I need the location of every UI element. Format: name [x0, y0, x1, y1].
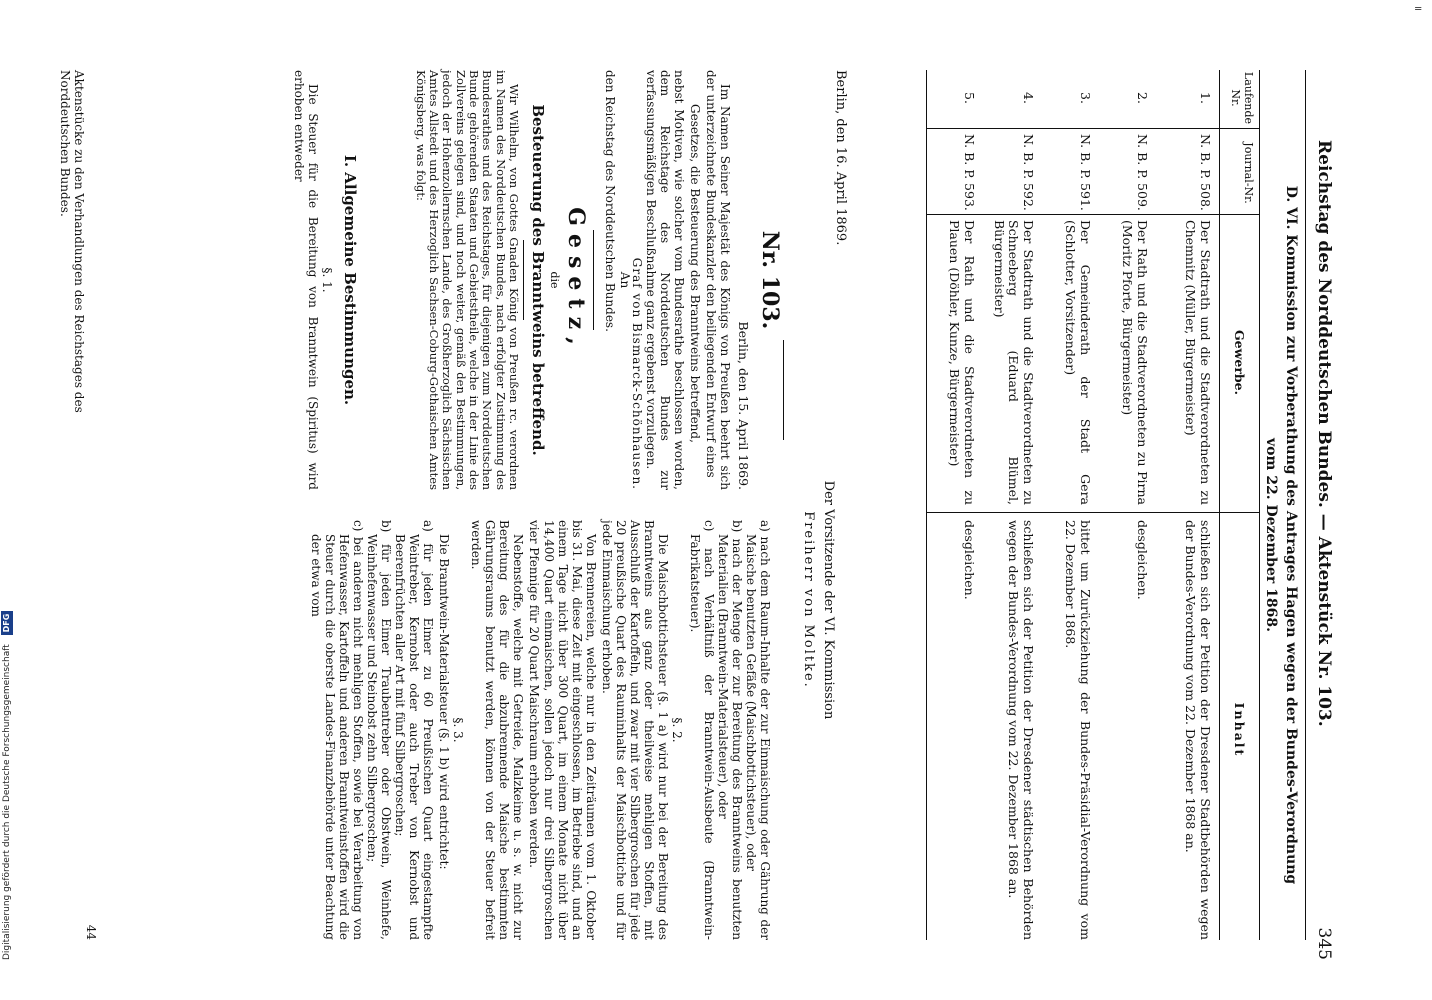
law-rule: [523, 240, 524, 320]
table-header-rule: [1219, 70, 1220, 940]
item-a: a) nach dem Raum-Inhalte der zur Einmaischung oder Gährung der Maische benutzten Gefäße (Maischbottichsteuer), oder: [743, 520, 772, 940]
signature-name: Freiherr von Moltke.: [801, 511, 816, 689]
col-header-journal: Journal-Nr.: [1242, 142, 1255, 204]
table-row-3-content: bittet um Zurückziehung der Bundes-Präsidial-Verordnung vom 22. Dezember 1868.: [1063, 520, 1093, 940]
digitization-band: [0, 0, 14, 1000]
page-number: 345: [1314, 927, 1334, 960]
paragraph-3-item-a: a) für jeden Eimer zu 60 Preußischen Quart eingestampfte Weintreber, Kernobst oder auch Treber von Kernobst und Beerenfrüchten aller Art mit fünf Silbergroschen;: [393, 520, 436, 940]
right-column: [309, 520, 772, 940]
law-subject: Besteuerung des Branntweins betreffend.: [529, 104, 547, 456]
table-row-1-nr: 1.: [1198, 92, 1213, 104]
table-row-3-nr: 3.: [1078, 92, 1093, 104]
table-divider-1: [927, 128, 1260, 129]
table-top-rule: [1259, 70, 1260, 940]
table-row-2-sender: Der Rath und die Stadtverordneten zu Pirna (Moritz Pforte, Bürgermeister): [1120, 220, 1150, 505]
signature-role: Der Vorsitzende der VI. Kommission: [821, 480, 836, 720]
paragraph-3-mark: §. 3.: [451, 717, 466, 743]
table-row-5-journal: N. B. P. 593.: [962, 134, 977, 211]
paragraph-2-mark: §. 2.: [669, 717, 684, 743]
paragraph-2-text-2: Von Brennereien, welche nur in den Zeiträumen vom 1. Oktober bis 31. Mai, diese Zeit mit eingeschlossen, im Betriebe sind, und an einem Tage nicht über 300 Quart, im einem Monate nicht über 14,400 Quart einmaischen, sollen jedoch nur drei Silbergroschen vier Pfennige für 20 Quart Maischraum erhoben werden.: [527, 520, 598, 940]
col-header-nr: Laufende Nr.: [1229, 71, 1255, 125]
paragraph-1-text: Die Steuer für die Bereitung von Branntwein (Spiritus) wird erhoben entweder: [291, 70, 320, 490]
address-rule: [593, 230, 594, 330]
paragraph-3-item-b: b) für jeden Eimer Traubentreber oder Obstwein, Weinhefe, Weinhefenwasser und Steinobst zehn Silbergroschen;: [365, 520, 394, 940]
table-row-5-nr: 5.: [962, 92, 977, 104]
table-row-2-content: desgleichen.: [1135, 520, 1150, 600]
table-row-1-content: schließen sich der Petition der Dresdener Stadtbehörden wegen der Bundes-Verordnung vom 22. Dezember 1868 an.: [1183, 520, 1213, 940]
signature-mark: 44: [84, 924, 98, 940]
section-date: vom 22. Dezember 1868.: [1263, 438, 1279, 632]
table-row-3-journal: N. B. P. 591.: [1078, 134, 1093, 211]
intro-continuation: nebst Motiven, wie solcher vom Bundesrathe beschlossen worden, dem Reichstage des Norddeutschen Bundes zur verfassungsmäßigen Beschlußnahme ganz ergebenst vorzulegen.: [643, 70, 686, 490]
paragraph-2-text-3: Nebenstoffe, welche mit Getreide, Malzkeime u. s. w. nicht zur Bereitung des für die abzubrennende Maische bestimmten Gährungsraums benutzt werden, können von der Steuer befreit werden.: [469, 520, 526, 940]
intro-text: Im Namen Seiner Majestät des Königs von Preußen beehrt sich der unterzeichnete Bundeskanzler den beiliegenden Entwurf eines: [703, 70, 732, 490]
chapter-heading: I. Allgemeine Bestimmungen.: [341, 154, 359, 406]
section-heading: D. VI. Kommission zur Vorberathung des Antrages Hagen wegen der Bundes-Verordnung: [1283, 185, 1299, 885]
table-bottom-rule: [926, 70, 927, 940]
table-divider-2: [927, 214, 1260, 215]
digitization-credit: [0, 0, 14, 1000]
table-row-4-journal: N. B. P. 592.: [1021, 134, 1036, 211]
table-divider-3: [927, 512, 1260, 513]
item-c: c) nach Verhältniß der Branntwein-Ausbeute (Branntwein-Fabrikatsteuer).: [687, 520, 716, 940]
place-date: Berlin, den 16. April 1869.: [833, 70, 848, 246]
signer-name: Graf von Bismarck-Schönhausen.: [629, 257, 644, 490]
law-sub: die: [548, 271, 561, 289]
preamble: Wir Wilhelm, von Gottes Gnaden König von Preußen rc. verordnen im Namen des Norddeutschen Bundes, nach erfolgter Zustimmung des Bundesrathes und des Reichstages, für diejenigen zum Norddeutschen Bunde gehörenden Staaten und Gebietstheile, welche in der Linie des Zollvereins gelegen sind, und noch weiter, gemäß den Bestimmungen, jedoch der Hohenzollernschen Lande, des Großherzoglich Sächsischen Amtes Allstedt und des Herzoglich Sachsen-Coburg-Gothaischen Amtes Königsberg, was folgt:: [413, 70, 521, 490]
table-row-2-nr: 2.: [1135, 92, 1150, 104]
table-row-1-sender: Der Stadtrath und die Stadtverordneten zu Chemnitz (Müller, Bürgermeister): [1183, 220, 1213, 505]
intro-law-name: Gesetzes, die Besteuerung des Branntweins betreffend,: [687, 104, 702, 443]
item-b: b) nach der Menge der zur Bereitung des Branntweins benutzten Materialien (Branntwein-Materialsteuer), oder: [715, 520, 744, 940]
paragraph-2-text: Die Maischbottichsteuer (§. 1 a) wird nur bei der Bereitung des Branntweins aus ganz oder theilweise mehligen Stoffen, mit Ausschluß der Kartoffeln, und zwar mit vier Silbergroschen für jede 20 preußische Quart des Rauminhalts der Maischbottiche und für jede Einmaischung erhoben.: [599, 520, 670, 940]
table-row-4-nr: 4.: [1021, 92, 1036, 104]
paragraph-3-text: Die Branntwein-Materialsteuer (§. 1 b) wird entrichtet:: [437, 534, 452, 870]
table-row-4-content: schließen sich der Petition der Dresdener städtischen Behörden wegen der Bundes-Verordnung vom 22. Dezember 1868 an.: [1006, 520, 1036, 940]
document-number: Nr. 103.: [757, 230, 783, 330]
paragraph-3-item-c: c) bei anderen nicht mehligen Stoffen, sowie bei Verarbeitung von Hefenwasser, Kartoffeln und anderen Branntweinstoffen wird die Steuer durch die oberste Landes-Finanzbehörde unter Beachtung der etwa vom: [309, 520, 366, 940]
table-row-1-journal: N. B. P. 508.: [1198, 134, 1213, 211]
addressee: den Reichstag des Norddeutschen Bundes.: [603, 70, 617, 332]
digitization-credit-text: Digitalisierung gefördert durch die Deutsche Forschungsgemeinschaft: [2, 644, 12, 960]
dateline: Berlin, den 15. April 1869.: [736, 321, 751, 490]
table-row-3-sender: Der Gemeinderath der Stadt Gera (Schlotter, Vorsitzender): [1063, 220, 1093, 505]
paragraph-1-mark: §. 1.: [320, 267, 334, 293]
table-row-5-content: desgleichen.: [962, 520, 977, 600]
signature-rule: [783, 340, 784, 440]
col-header-content: Inhalt: [1232, 702, 1247, 758]
table-row-4-sender: Der Stadtrath und die Stadtverordneten zu Schneeberg (Eduard Blümel, Bürgermeister): [991, 220, 1036, 505]
intro-block: [630, 70, 732, 490]
table-row-2-journal: N. B. P. 509.: [1135, 134, 1150, 211]
header-rule: [1305, 70, 1306, 940]
table-row-5-sender: Der Rath und die Stadtverordneten zu Plauen (Döhler, Kunze, Bürgermeister): [947, 220, 977, 505]
dfg-logo: DFG: [1, 611, 13, 636]
col-header-sender: Gewerbe.: [1232, 330, 1247, 395]
page-footer-line: Aktenstücke zu den Verhandlungen des Reichstages des Norddeutschen Bundes.: [57, 70, 86, 413]
address-to: An: [618, 271, 632, 289]
edge-mark: =: [1414, 4, 1423, 15]
law-title: Gesetz,: [563, 207, 589, 353]
page-header-title: Reichstag des Norddeutschen Bundes. — Aktenstück Nr. 103.: [1314, 140, 1334, 727]
